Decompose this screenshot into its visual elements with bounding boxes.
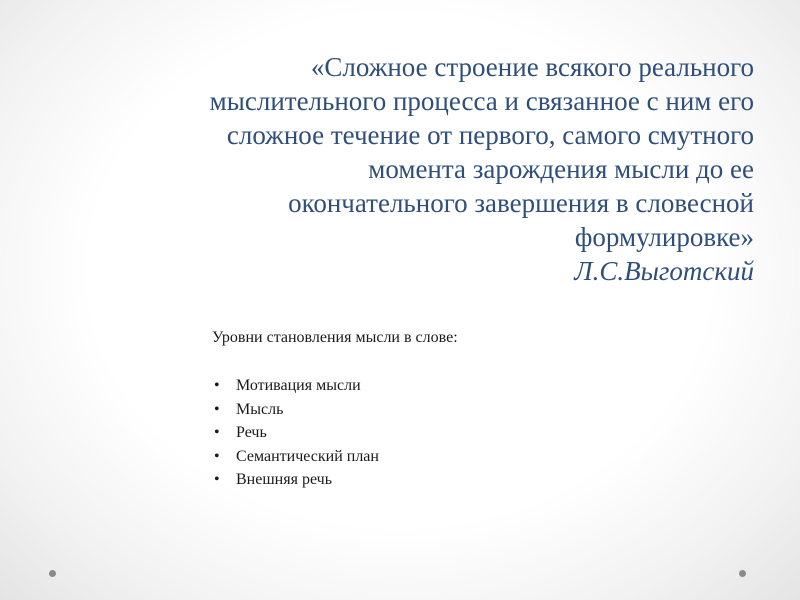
- list-item: [212, 468, 632, 492]
- bullet-icon: •: [214, 400, 220, 418]
- thought-levels-block: [212, 326, 632, 492]
- quote-line: мыслительного процесса и связанное с ним его: [209, 86, 754, 116]
- corner-dot-left: [49, 570, 56, 577]
- quote-line: «Сложное строение всякого реального: [310, 52, 754, 82]
- list-item-label: Мысль: [236, 400, 284, 418]
- list-item-label: Семантический план: [236, 447, 379, 465]
- quote-author: Л.С.Выготский: [574, 256, 754, 286]
- bullet-icon: •: [214, 447, 220, 465]
- list-item-label: Внешняя речь: [236, 471, 332, 488]
- bullet-icon: •: [214, 471, 220, 488]
- quote-line: окончательного завершения в словесной: [288, 188, 754, 218]
- list-item-label: Речь: [236, 424, 267, 441]
- list-item: [212, 445, 632, 469]
- quote-line: формулировке»: [574, 222, 754, 252]
- list-item: [212, 374, 632, 398]
- list-item: [212, 421, 632, 445]
- bullet-icon: •: [214, 424, 220, 441]
- list-item-label: Мотивация мысли: [236, 377, 361, 394]
- bullet-icon: •: [214, 377, 220, 394]
- levels-list: [212, 374, 632, 492]
- quote-line: сложное течение от первого, самого смутного: [226, 120, 754, 150]
- quote-line: момента зарождения мысли до ее: [368, 154, 754, 184]
- corner-dot-right: [739, 570, 746, 577]
- vygotsky-quote: [54, 50, 754, 288]
- levels-heading: Уровни становления мысли в слове:: [212, 329, 458, 346]
- list-item: [212, 398, 632, 422]
